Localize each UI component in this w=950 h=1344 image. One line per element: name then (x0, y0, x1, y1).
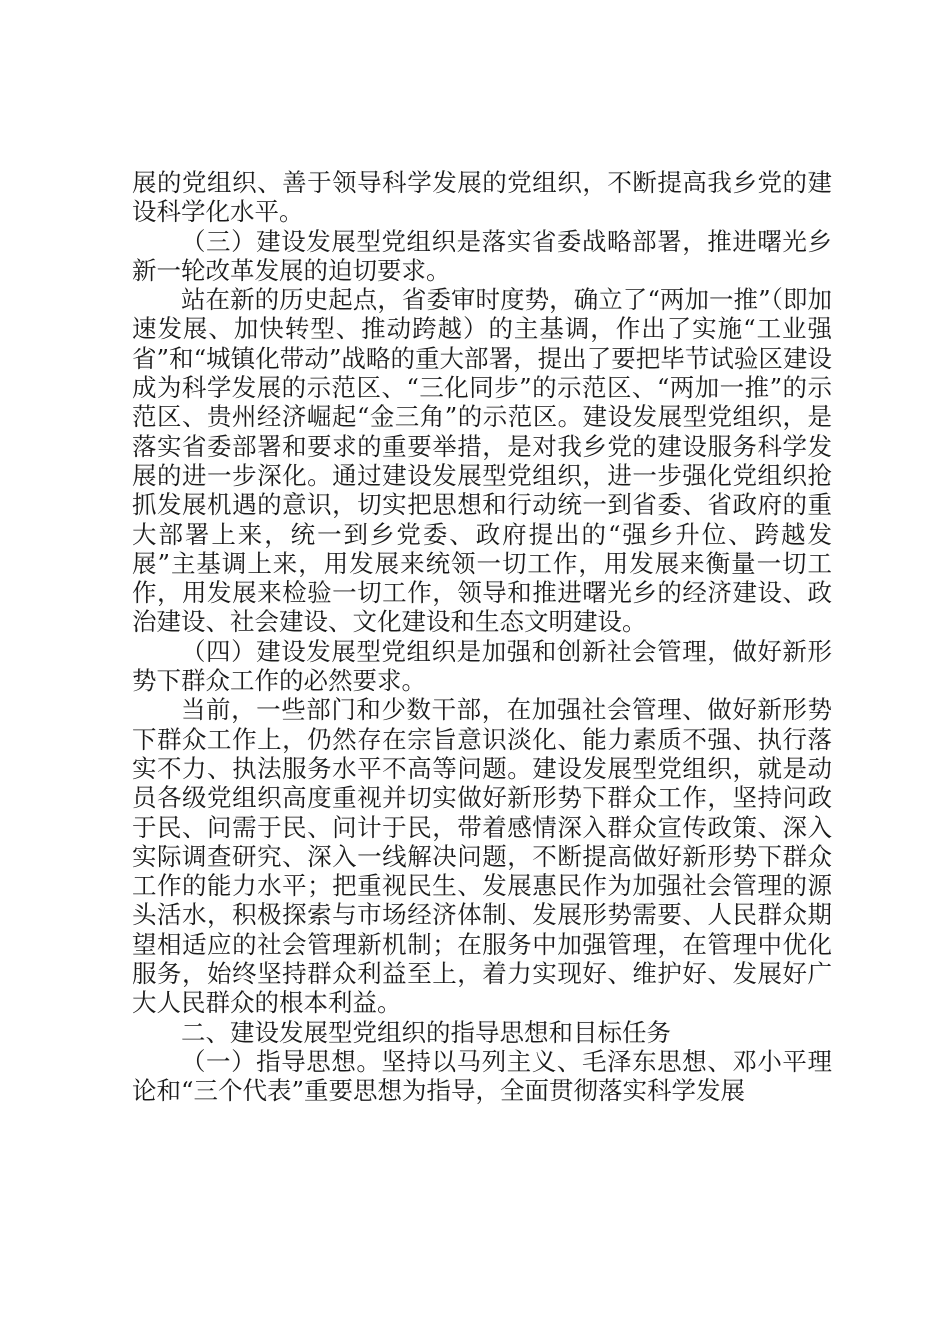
paragraph-continuation: 展的党组织、善于领导科学发展的党组织，不断提高我乡党的建设科学化水平。 (132, 168, 832, 227)
paragraph-body: 当前，一些部门和少数干部，在加强社会管理、做好新形势下群众工作上，仍然存在宗旨意识淡化、能力素质不强、执行落实不力、执法服务水平不高等问题。建设发展型党组织，就是动员各级党组织高度重视并切实做好新形势下群众工作，坚持问政于民、问需于民、问计于民，带着感情深入群众宣传政策、深入实际调查研究、深入一线解决问题，不断提高做好新形势下群众工作的能力水平；把重视民生、发展惠民作为加强社会管理的源头活水，积极探索与市场经济体制、发展形势需要、人民群众期望相适应的社会管理新机制；在服务中加强管理，在管理中优化服务，始终坚持群众利益至上，着力实现好、维护好、发展好广大人民群众的根本利益。 (132, 695, 832, 1018)
paragraph-body: 站在新的历史起点，省委审时度势，确立了“两加一推”（即加速发展、加快转型、推动跨越）的主基调，作出了实施“工业强省”和“城镇化带动”战略的重大部署，提出了要把毕节试验区建设成为科学发展的示范区、“三化同步”的示范区、“两加一推”的示范区、贵州经济崛起“金三角”的示范区。建设发展型党组织，是落实省委部署和要求的重要举措，是对我乡党的建设服务科学发展的进一步深化。通过建设发展型党组织，进一步强化党组织抢抓发展机遇的意识，切实把思想和行动统一到省委、省政府的重大部署上来，统一到乡党委、政府提出的“强乡升位、跨越发展”主基调上来，用发展来统领一切工作，用发展来衡量一切工作，用发展来检验一切工作，领导和推进曙光乡的经济建设、政治建设、社会建设、文化建设和生态文明建设。 (132, 285, 832, 637)
paragraph-guiding-ideology: （一）指导思想。坚持以马列主义、毛泽东思想、邓小平理论和“三个代表”重要思想为指导，全面贯彻落实科学发展 (132, 1046, 832, 1106)
document-body (132, 168, 832, 1106)
section-heading-4: （四）建设发展型党组织是加强和创新社会管理，做好新形势下群众工作的必然要求。 (132, 636, 832, 696)
chapter-heading: 二、建设发展型党组织的指导思想和目标任务 (181, 1017, 671, 1047)
section-heading-3: （三）建设发展型党组织是落实省委战略部署，推进曙光乡新一轮改革发展的迫切要求。 (132, 226, 832, 285)
